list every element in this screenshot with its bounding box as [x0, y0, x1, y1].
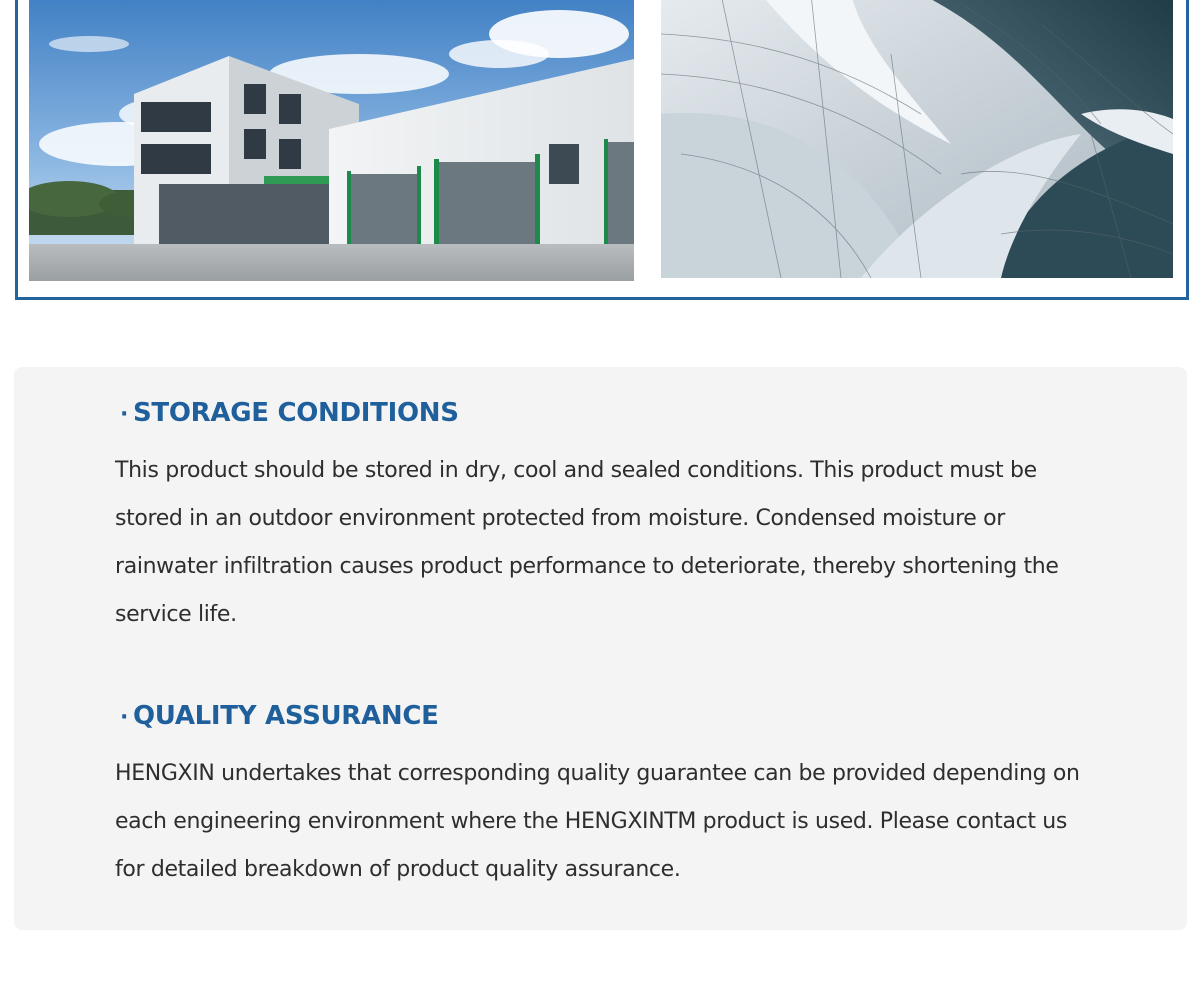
quality-assurance-heading: [115, 696, 1095, 736]
heading-bullet: ·: [119, 402, 129, 427]
storage-conditions-title: STORAGE CONDITIONS: [133, 398, 459, 428]
quality-assurance-title: QUALITY ASSURANCE: [133, 701, 439, 731]
curved-facade-photo: [661, 0, 1173, 278]
info-panel: [14, 367, 1187, 930]
quality-assurance-text: HENGXIN undertakes that corresponding quality guarantee can be provided depending on each engineering environment where the HENGXINTM product is used. Please contact us for detailed breakdown of product quality assurance.: [115, 761, 1080, 882]
heading-bullet: ·: [119, 705, 129, 730]
commercial-building-photo: [29, 0, 634, 281]
quality-assurance-section: [115, 696, 1095, 894]
image-gallery-frame: [15, 0, 1189, 300]
storage-conditions-text: This product should be stored in dry, cool and sealed conditions. This product must be stored in an outdoor environment protected from moisture. Condensed moisture or rainwater infiltration causes product performance to deteriorate, thereby shortening the service life.: [115, 458, 1059, 627]
storage-conditions-section: [115, 393, 1095, 639]
storage-conditions-heading: [115, 393, 1095, 433]
